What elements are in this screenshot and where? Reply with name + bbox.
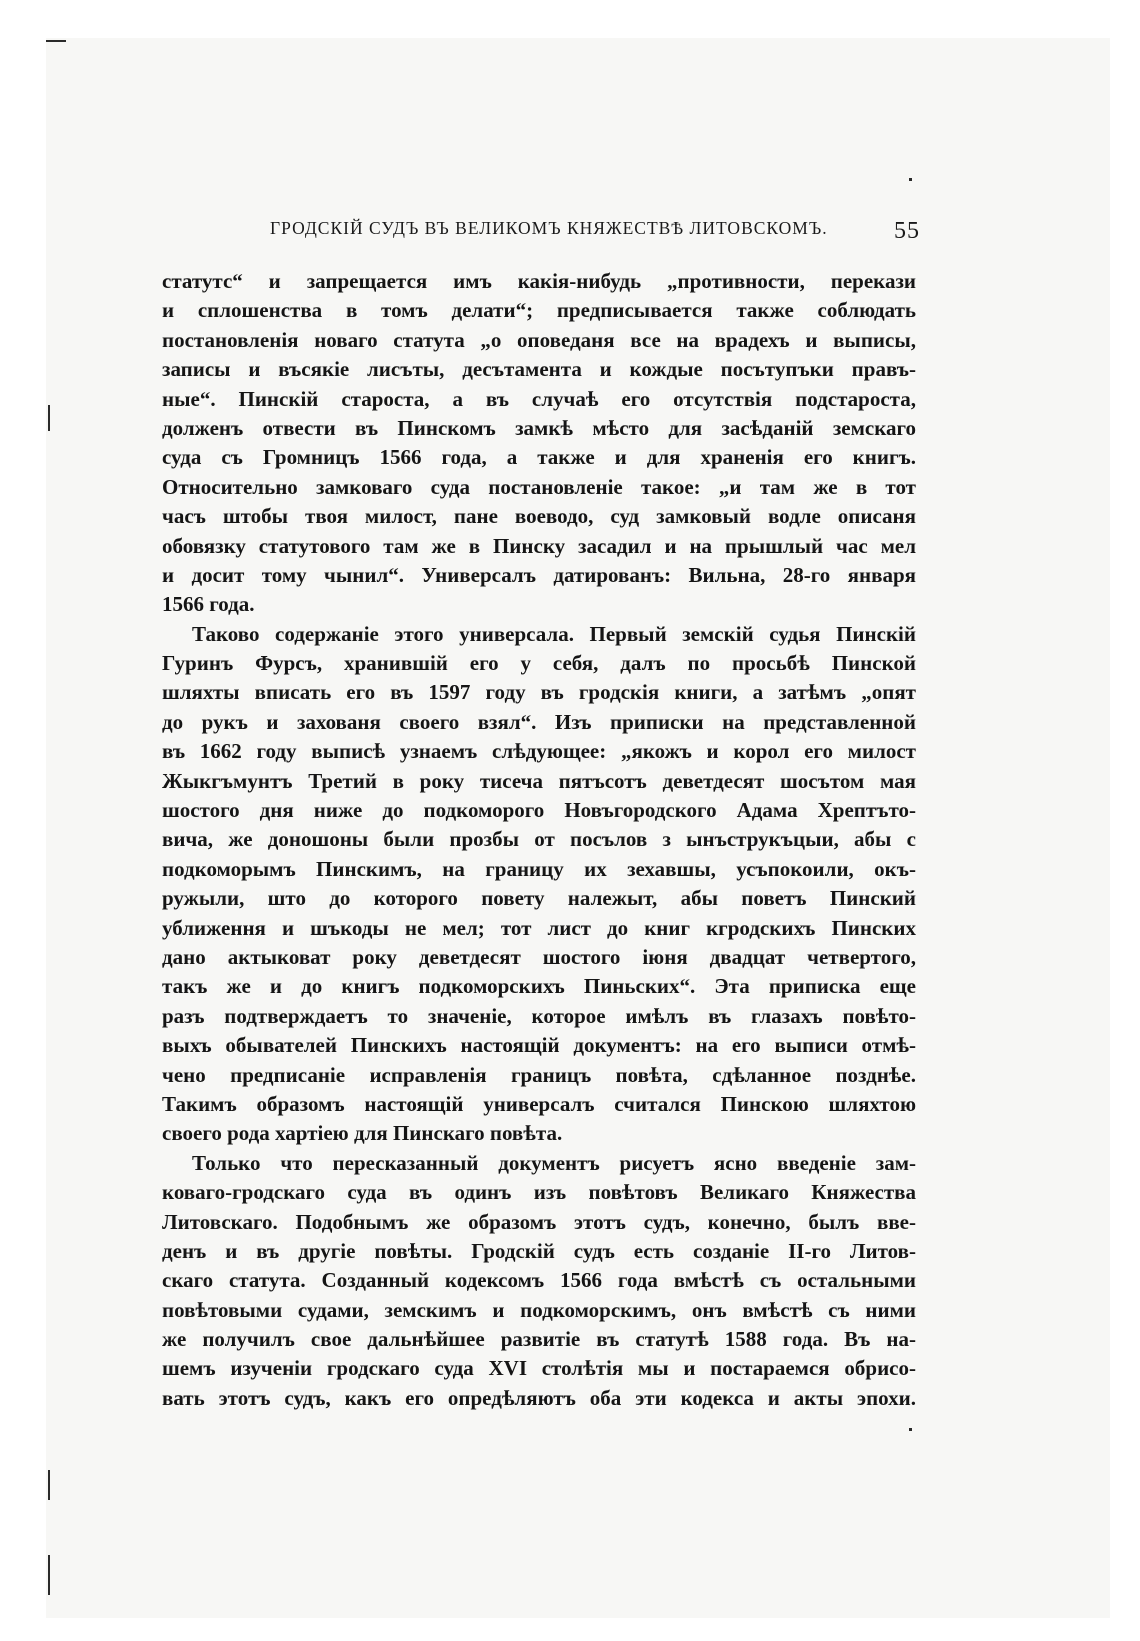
text-line: денъ и въ другіе повѣты. Гродскій судъ есть созданіе II-го Литов- [162, 1238, 916, 1263]
text-line: дано актыковат року деветдесят шостого іюня двадцат четвертого, [162, 944, 916, 969]
text-line: своего рода хартіею для Пинскаго повѣта. [162, 1121, 563, 1146]
text-line: Жыкгъмунтъ Третий в року тисеча пятъсотъ деветдесят шосътом мая [162, 768, 916, 793]
text-line: 1566 года. [162, 592, 255, 617]
text-line: суда съ Громницъ 1566 года, а также и для храненія его книгъ. [162, 445, 916, 470]
text-line: долженъ отвести въ Пинскомъ замкѣ мѣсто для засѣданій земскаго [162, 415, 916, 440]
text-line: Гуринъ Фурсъ, хранившій его у себя, далъ по просьбѣ Пинской [162, 651, 916, 676]
scan-mark-left-1 [48, 405, 50, 431]
scan-mark-left-2 [48, 1470, 50, 1500]
text-line: ружыли, што до которого повету належыт, абы поветъ Пинский [162, 886, 916, 911]
text-line: же получилъ свое дальнѣйшее развитіе въ статутѣ 1588 года. Въ на- [162, 1327, 916, 1352]
scan-dot-1 [909, 178, 912, 181]
scan-mark-left-3 [48, 1555, 50, 1595]
scan-mark-top [46, 40, 66, 42]
text-line: шемъ изученіи гродскаго суда XVI столѣтія мы и постараемся обрисо- [162, 1356, 916, 1381]
text-line: повѣтовыми судами, земскимъ и подкоморскимъ, онъ вмѣстѣ съ ними [162, 1297, 916, 1322]
text-line: уближення и шъкоды не мел; тот лист до книг кгродскихъ Пинских [162, 915, 916, 940]
text-line: такъ же и до книгъ подкоморскихъ Пиньских“. Эта приписка еще [162, 974, 916, 999]
text-line: часъ штобы твоя милост, пане воеводо, суд замковый водле описаня [162, 504, 916, 529]
text-line: обовязку статутового там же в Пинску засадил и на прышлый час мел [162, 533, 916, 558]
page-number: 55 [894, 218, 920, 244]
text-line: ные“. Пинскій староста, а въ случаѣ его отсутствія подстароста, [162, 386, 916, 411]
text-line: Такимъ образомъ настоящій универсалъ считался Пинскою шляхтою [162, 1091, 916, 1116]
body-text [162, 267, 916, 1413]
text-line: скаго статута. Созданный кодексомъ 1566 года вмѣстѣ съ остальными [162, 1268, 916, 1293]
text-line: въ 1662 году выписѣ узнаемъ слѣдующее: „якожъ и корол его милост [162, 739, 916, 764]
text-line: и досит тому чынил“. Универсалъ датированъ: Вильна, 28-го января [162, 562, 916, 587]
text-line: записы и въсякіе лисъты, десътамента и кождые посътупъки правъ- [162, 357, 916, 382]
text-line: шостого дня ниже до подкоморого Новъгородского Адама Хрептъто- [162, 798, 916, 823]
text-line: выхъ обывателей Пинскихъ настоящій документъ: на его выписи отмѣ- [162, 1033, 916, 1058]
text-line: подкоморымъ Пинскимъ, на границу их зехавшы, усъпокоили, окъ- [162, 856, 916, 881]
text-line: Только что пересказанный документъ рисуетъ ясно введеніе зам- [192, 1150, 916, 1175]
text-line: разъ подтверждаетъ то значеніе, которое имѣлъ въ глазахъ повѣто- [162, 1003, 916, 1028]
text-line: статутс“ и запрещается имъ какія-нибудь „противности, перекази [162, 269, 916, 293]
text-line: шляхты вписать его въ 1597 году въ гродскія книги, а затѣмъ „опят [162, 680, 916, 705]
text-line: вать этотъ судъ, какъ его опредѣляютъ оба эти кодекса и акты эпохи. [162, 1385, 916, 1410]
running-head [170, 218, 920, 248]
text-line: вича, же доношоны были прозбы от посълов з ынъструкъцыи, абы с [162, 827, 916, 852]
text-line: и сплошенства в томъ делати“; предписывается также соблюдать [162, 298, 916, 323]
text-line: до рукъ и захованя своего взял“. Изъ приписки на представленной [162, 709, 916, 734]
paragraph-1 [162, 267, 916, 620]
text-line: коваго-гродскаго суда въ одинъ изъ повѣтовъ Великаго Княжества [162, 1180, 916, 1205]
scan-dot-2 [909, 1428, 912, 1431]
paragraph-2 [162, 620, 916, 1149]
text-line: Относительно замковаго суда постановленіе такое: „и там же в тот [162, 474, 916, 499]
paragraph-3 [162, 1149, 916, 1414]
text-line: Литовскаго. Подобнымъ же образомъ этотъ судъ, конечно, былъ вве- [162, 1209, 916, 1234]
text-line: чено предписаніе исправленія границъ повѣта, сдѣланное позднѣе. [162, 1062, 916, 1087]
text-line: Таково содержаніе этого универсала. Первый земскій судья Пинскій [192, 621, 916, 646]
running-title: ГРОДСКІЙ СУДЪ ВЪ ВЕЛИКОМЪ КНЯЖЕСТВѢ ЛИТОВСКОМЪ. [270, 218, 828, 238]
text-line: постановленія новаго статута „о оповеданя все на врадехъ и выписы, [162, 327, 916, 352]
